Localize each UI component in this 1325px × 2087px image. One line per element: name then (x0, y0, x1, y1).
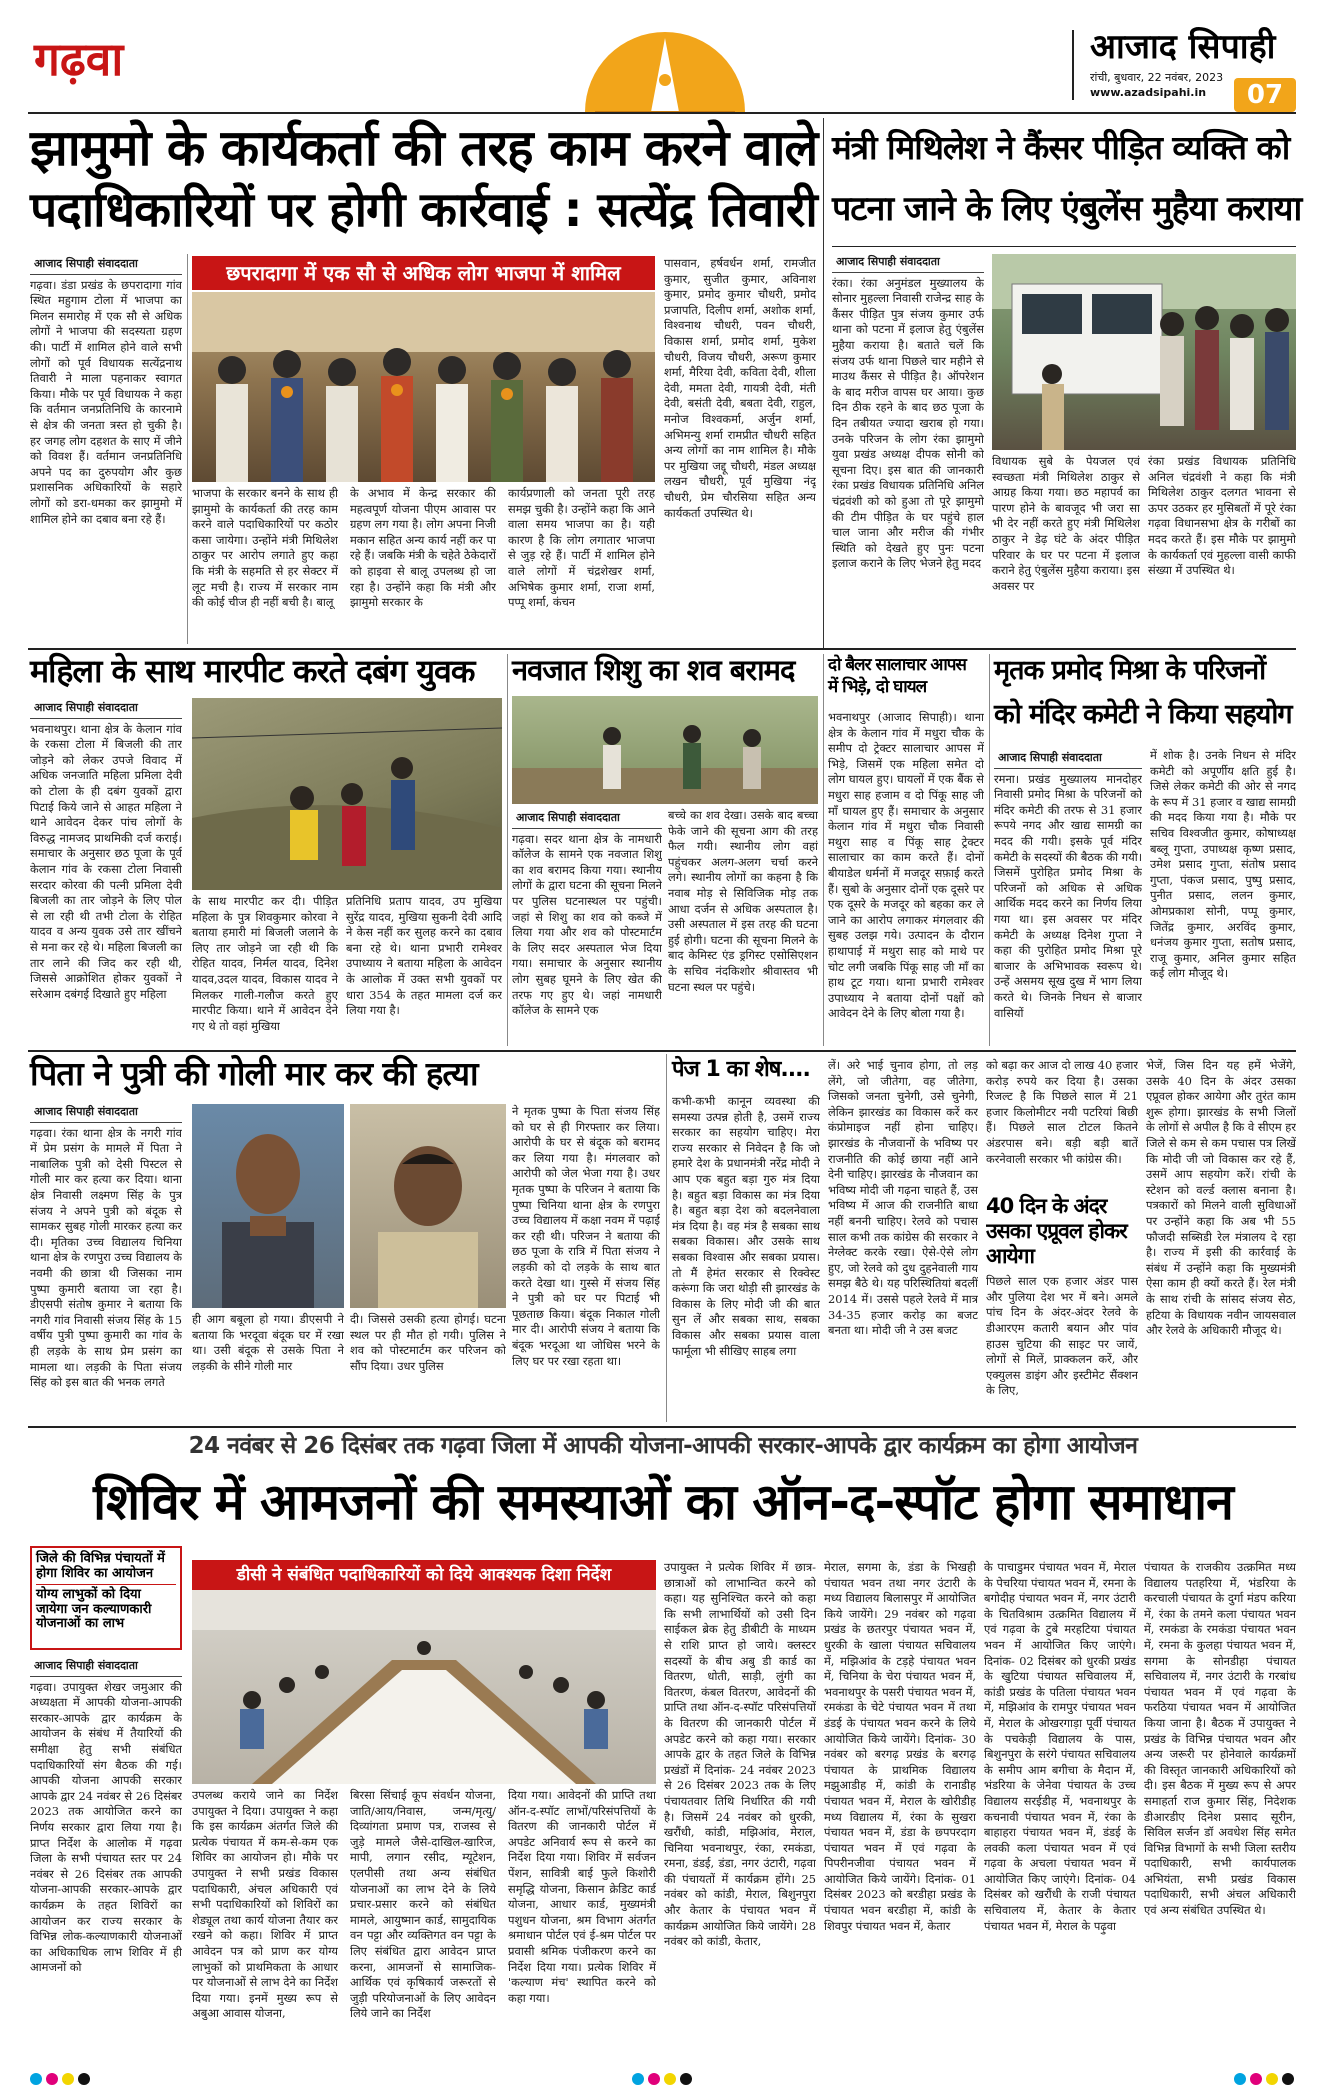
story9-col4: दिया गया। आवेदनों की प्राप्ति तथा ऑन-द-स्पॉट लाभों/परिसंपत्तियों के वितरण की जानकारी पोर्टल में अपडेट अनिवार्य रूप से करने का निर्देश दिया गया। शिविर में सर्वजन पेंशन, सावित्री बाई फुले किशोरी समृद्धि योजना, किसान क्रेडिट कार्ड योजना, आधार कार्ड, मुख्यमंत्री पशुधन योजना, श्रम विभाग अंतर्गत श्रमाधान पोर्टल एवं ई-श्रम पोर्टल पर प्रवासी श्रमिक पंजीकरण करने का निर्देश दिया गया। प्रत्येक शिविर में 'कल्याण मंच' स्थापित करने को कहा गया। (508, 1788, 656, 2005)
story7-photo-2 (350, 1104, 506, 1308)
story3-col1: आजाद सिपाही संवाददाता भवनाथपुर। थाना क्षेत्र के केलान गांव के रकसा टोला में बिजली की तार जोड़ने को लेकर उपजे विवाद में अधिक जनजाति महिला प्रमिला देवी को टोला के ही दबंग युवकों द्वारा पिटाई किये जाने से आहत महिला ने थाने आवेदन देकर पांच लोगों के विरुद्ध नामजद प्राथमिकी दर्ज कराई। समाचार के अनुसार छठ पूजा के पूर्व केलान गांव के रकसा टोला निवासी सरदार कोरवा की पत्नी प्रमिला देवी बिजली का तार जोड़ने के लिए पोल से ला रही थी तभी टोला के रोहित यादव व अन्य युवक उसे तार खींचने से मना कर रहे थे। महिला बिजली का तार लाने की जिद कर रही थी, जिससे आक्रोशित होकर युवकों ने सरेआम दबंगई दिखाते हुए महिला (30, 698, 182, 1046)
story9-callout (30, 1546, 182, 1650)
reg-dots-center (630, 2070, 694, 2084)
story8-col3-wrap (986, 1058, 1138, 1420)
story1-photo (192, 292, 655, 482)
story6-headline-1: मृतक प्रमोद मिश्रा के परिजनों (994, 655, 1266, 686)
story8-col1: कभी-कभी कानून व्यवस्था की समस्या उत्पन्न होती है, उसमें राज्य सरकार का सहयोग चाहिए। मेरा राज्य सरकार से निवेदन है कि जो हमारे देश के प्रधानमंत्री नरेंद्र मोदी ने आप एक बहुत बड़ा गुरु मंत्र दिया है। बहुत बड़ा विकास का मंत्र दिया है। बहुत बड़ा देश को बदलनेवाला मंत्र दिया है। वह मंत्र है सबका साथ सबका विकास। और उसके साथ सबका विश्वास और सबका प्रयास। तो मैं हेमंत सरकार से रिक्वेस्ट करूंगा कि जरा थोड़ी सी झारखंड के विकास के लिए मोदी जी की बात सुन लें और सबका साथ, सबका विकास और सबका प्रयास वाला फार्मूला भी सीखिए साहब लगा (672, 1094, 820, 1358)
story7-col2: ही आग बबूला हो गया। डीएसपी ने बताया कि भरदूवा बंदूक घर में रखा था। उसी बंदूक से उसके पिता ने लड़की के सीने गोली मार (192, 1312, 344, 1373)
brand-name: आजाद सिपाही (1090, 27, 1276, 67)
story5-headline-1: दो बैलर सालाचार आपस (828, 655, 966, 675)
story2-col2: विधायक सुबे के पेयजल एवं स्वच्छता मंत्री मिथिलेश ठाकुर से आग्रह किया गया। छठ महापर्व का पारण होने के बावजूद भी जरा सा भी देर नहीं करते हुए मंत्री मिथिलेश ठाकुर ने डेढ़ घंटे के अंदर पीड़ित परिवार के घर पर पटना में इलाज कराने हेतु एंबुलेंस मुहैया कराया। इस अवसर पर (992, 454, 1140, 593)
reg-dots-left (28, 2070, 92, 2084)
story4-col2: बच्चे का शव देखा। उसके बाद बच्चा फेके जाने की सूचना आग की तरह फैल गयी। स्थानीय लोग वहां पहुंचकर अलग-अलग चर्चा करने लगे। स्थानीय लोगों का कहना है कि नवाब मोड़ से सिविजिक मोड़ तक आधा दर्जन से अधिक अस्पताल है। उसी अस्पताल में इस तरह की घटना हुई होगी। घटना की सूचना मिलने के बाद केमिस्ट एंड ड्रगिस्ट एसोसिएशन के सचिव नंदकिशोर श्रीवास्तव भी घटना स्थल पर पहुंचे। (668, 808, 818, 994)
story1-headline-2: पदाधिकारियों पर होगी कार्रवाई : सत्येंद्र तिवारी (30, 182, 817, 238)
story8-col3b: पिछले साल एक हजार अंडर पास और पुलिया देश भर में बने। अमले पांच दिन के अंदर-अंदर रेलवे के डीआरएम कतारी बयान और पांव हाउस चुटिया की साइट पर जायें, लोगों से मिलें, प्राक्कलन करें, और एक्युलस डाइंग और इस्टीमेट सैंक्शन के लिए, (986, 1274, 1138, 1398)
story1-col4: कार्यप्रणाली को जनता पूरी तरह समझ चुकी है। उन्होंने कहा कि आने वाला समय भाजपा का है। यही कारण है कि लोग लगातार भाजपा से जुड़ रहे हैं। पार्टी में शामिल होने वाले लोगों में चंद्रशेखर शर्मा, अभिषेक कुमार शर्मा, राजा शर्मा, पप्पू शर्मा, कंचन (508, 486, 655, 610)
website: www.azadsipahi.in (1090, 86, 1207, 99)
story9-col7: के पाचाडुमर पंचायत भवन में, मेराल के पेचरिया पंचायत भवन में, रमना के बगोदीह पंचायत भवन में, नगर उंटारी के चितविश्राम उत्क्रमित विद्यालय में एवं गढ़वा के टुबे मरहटिया पंचायत भवन में आयोजित किए जाएंगे। दिनांक- 02 दिसंबर को धुरकी प्रखंड के खुटिया पंचायत सचिवालय में, कांडी प्रखंड के पतिला पंचायत भवन में, मझिआंव के रामपुर पंचायत भवन में, मेराल के ओखरगाड़ा पूर्वी पंचायत के पचकेड़ी विद्यालय के पास, बिशुनपुरा के सरंगे पंचायत सचिवालय के समीप आम बगीचा के मैदान में, भंडरिया के जेनेवा पंचायत के उच्च विद्यालय सरईडीह में, भवनाथपुर के कचनावी पंचायत भवन में, रंका के बाहाहरा पंचायत भवन में, डंडई के लवकी कला पंचायत भवन में एवं गढ़वा के अचला पंचायत भवन में आयोजित किए जाएंगे। दिनांक- 04 दिसंबर को खरौंधी के राजी पंचायत सचिवालय में, केतार के केतार पंचायत भवन में, मेराल के पढ़ुवा (984, 1560, 1136, 1933)
section-title: गढ़वा (34, 32, 124, 86)
story9-col5: उपायुक्त ने प्रत्येक शिविर में छात्र-छात्राओं को लाभान्वित करने को कहा। यह सुनिश्चित करने को कहा कि सभी लाभार्थियों को उसी दिन साईकल ब्रेक हेतु डीबीटी के माध्यम से राशि प्राप्त हो जाये। क्लस्टर सदस्यों के बीच अबु डी कार्ड का वितरण, धोती, साड़ी, लुंगी का वितरण, कंबल वितरण, आवेदनों की प्राप्ति तथा ऑन-द-स्पॉट परिसंपत्तियों के वितरण की जानकारी पोर्टल में अपडेट करने को कहा गया। सरकार आपके द्वार के तहत जिले के विभिन्न प्रखंडों में दिनांक- 24 नवंबर 2023 से 26 दिसंबर 2023 तक के लिए पंचायतवार तिथि निर्धारित की गयी है। जिसमें 24 नवंबर को धुरकी, खरौंधी, कांडी, मझिआंव, मेराल, चिनिया भवनाथपुर, रंका, रमकंडा, रमना, डंडई, डंडा, नगर उंटारी, गढ़वा की पंचायतों में कार्यक्रम होंगे। 25 नवंबर को कांडी, मेराल, बिशुनपुरा और केतार के पंचायत भवन में कार्यक्रम आयोजित किये जायेंगे। 28 नवंबर को कांडी, केतार, (664, 1560, 816, 1949)
story3-headline: महिला के साथ मारपीट करते दबंग युवक (30, 652, 475, 690)
story4-photo (512, 696, 818, 804)
story1-col3: के अभाव में केन्द्र सरकार की महत्वपूर्ण योजना पीएम आवास पर ग्रहण लग गया है। लोग अपना निजी मकान सहित अन्य कार्य नहीं कर पा रहे हैं। जबकि मंत्री के चहेते ठेकेदारों को हाइवा से बालू उपलब्ध हो जा रहा है। उन्होंने कहा कि मंत्री और झामुमो सरकार के (350, 486, 496, 610)
story8-headline: पेज 1 का शेष.... (672, 1057, 810, 1082)
banner-headline: शिविर में आमजनों की समस्याओं का ऑन-द-स्पॉट होगा समाधान (93, 1473, 1233, 1531)
story8-col4: भेजें, जिस दिन यह हमें भेजेंगे, उसके 40 दिन के अंदर उसका एप्रूवल होकर आयेगा और तुरंत काम शुरू होगा। झारखंड के सभी जिलों के लोगों से अपील है कि वे सीएम हर जिले से कम से कम पचास पत्र लिखें कि मोदी जी जो विकास कर रहे हैं, उसमें आप सहयोग करें। रांची के स्टेशन को वर्ल्ड क्लास बनाना है। पत्रकारों को मिलने वाली सुविधाओं पर उन्होंने कहा कि अब भी 55 फौजदी सब्सिडी रेल मंत्रालय दे रहा है। राज्य में इसी की कार्रवाई के संबंध में उन्होंने कहा कि मुख्यमंत्री ऐसा काम ही क्यों करते हैं। रेल मंत्री के साथ रांची के सांसद संजय सेठ, हटिया के विधायक नवीन जायसवाल और रेलवे के अधिकारी मौजूद थे। (1146, 1058, 1296, 1338)
story2-col3: रंका प्रखंड विधायक प्रतिनिधि अनिल चंद्रवंशी ने कहा कि मंत्री मिथिलेश ठाकुर दलगत भावना से ऊपर उठकर हर मुसिबतों में पूरे रंका गढ़वा विधानसभा क्षेत्र के गरीबों का मदद करते हैं। इस मौके पर झामुमो के कार्यकर्ता एवं मुहल्ला वासी काफी संख्या में उपस्थित थे। (1148, 454, 1296, 578)
story7-col3: दी। जिससे उसकी हत्या होगई। घटना स्थल पर ही मौत हो गयी। पुलिस ने शव को पोस्टमार्टम कर परिजन को सौंप दिया। उधर पुलिस (350, 1312, 506, 1373)
story6-headline-2: को मंदिर कमेटी ने किया सहयोग (994, 699, 1292, 730)
story3-photo (192, 698, 502, 890)
story2-col1: आजाद सिपाही संवाददाता रंका। रंका अनुमंडल मुख्यालय के सोनार मुहल्ला निवासी राजेन्द्र साह के कैंसर पीड़ित पुत्र संजय कुमार उर्फ थाना को पटना में इलाज हेतु एंबुलेंस मुहैया कराया है। बताते चलें कि संजय उर्फ थाना पिछले चार महीने से माउथ कैंसर से पीड़ित है। ऑपरेशन के बाद मरीज वापस घर आया। कुछ दिन ठीक रहने के बाद छठ पूजा के दिन तबीयत ज्यादा खराब हो गया। उनके परिजन के लोग रंका झामुमो युवा प्रखंड अध्यक्ष दीपक सोनी को सूचना दिए। इस बात की जानकारी रंका प्रखंड विधायक प्रतिनिधि अनिल चंद्रवंशी को को हुआ तो पूरे झामुमो की टीम पीड़ित के घर पहुंचे हाल चाल जाना और मरीज की गंभीर स्थिति को देखते हुए पुनः पटना इलाज कराने के लिए भेजने हेतु मदद (832, 252, 984, 642)
story8-col3: को बढ़ा कर आज दो लाख 40 हजार करोड़ रुपये कर दिया है। उसका रिजल्ट है कि पिछले साल में 21 हजार किलोमीटर नयी पटरियां बिछी हैं। पिछले साल टोटल कितने अंडरपास बने। बड़ी बड़ी बातें करनेवाली सरकार भी कांग्रेस की। (986, 1058, 1138, 1166)
story1-byline: आजाद सिपाही संवाददाता (30, 254, 182, 275)
story1-col1: आजाद सिपाही संवाददाता गढ़वा। डंडा प्रखंड के छपरादागा गांव स्थित महुगाम टोला में भाजपा का मिलन समारोह में एक सौ से अधिक लोगों ने भाजपा की सदस्यता ग्रहण की। पार्टी में शामिल होने वाले सभी लोगों को पूर्व विधायक सत्येंद्रनाथ तिवारी ने माला पहनाकर स्वागत किया। मौके पर पूर्व विधायक ने कहा कि वर्तमान जनप्रतिनिधि के कारनामे से क्षेत्र की जनता त्रस्त हो चुकी है। हर जगह लोग दहशत के साए में जीने को विवश हैं। वर्तमान जनप्रतिनिधि अपने पद का दुरुपयोग और कुछ प्रशासनिक अधिकारियों के सहारे लोगों को डरा-धमका कर झामुमो में शामिल होने का दबाव बना रहे हैं। (30, 254, 182, 642)
story1-photo-caption: छपरादागा में एक सौ से अधिक लोग भाजपा में शामिल (192, 256, 655, 290)
story1-headline-1: झामुमो के कार्यकर्ता की तरह काम करने वाले (30, 119, 818, 177)
story8-subhead: 40 दिन के अंदर उसका एप्रूवल होकर आयेगा (986, 1194, 1127, 1268)
story6-byline: आजाद सिपाही संवाददाता (994, 748, 1142, 769)
story5-headline-2: में भिड़े, दो घायल (828, 677, 927, 697)
masthead (0, 0, 1325, 112)
story1-col2: भाजपा के सरकार बनने के साथ ही झामुमो के कार्यकर्ता की तरह काम करने वाले पदाधिकारियों पर कठोर कसा जायेगा। उन्होंने मंत्री मिथिलेश ठाकुर पर आरोप लगाते हुए कहा कि मंत्री के सहमति से हर सेक्टर में लूट मची है। राज्य में सरकार नाम की कोई चीज ही नहीं बची है। बालू (192, 486, 338, 610)
banner-subtitle: 24 नवंबर से 26 दिसंबर तक गढ़वा जिला में आपकी योजना-आपकी सरकार-आपके द्वार कार्यक्रम का होगा आयोजन (188, 1433, 1138, 1459)
story2-photo-ambulance (992, 254, 1296, 450)
story6-col1: आजाद सिपाही संवाददाता रमना। प्रखंड मुख्यालय मानदोहर निवासी प्रमोद मिश्रा के परिजनों को मंदिर कमेटी की तरफ से 31 हजार रूपये नगद और खाद्य सामग्री का मदद की गयी। इसके पूर्व मंदिर कमेटी के सदस्यों की बैठक की गयी। जिसमें पुरोहित प्रमोद मिश्रा के परिजनों को अधिक से अधिक आर्थिक मदद करने का निर्णय लिया गया था। इस अवसर पर मंदिर कमेटी के अध्यक्ष दिनेश गुप्ता ने कहा की पुरोहित प्रमोद मिश्रा पूरे बाजार के अभिभावक स्वरूप थे। उन्हें असमय सूख दुख में भाग लिया करते थे। जिनके निधन से बाजार वासियों (994, 748, 1142, 1046)
story3-col3: प्रतिनिधि प्रताप यादव, उप मुखिया सुरेंद्र यादव, मुखिया सुकनी देवी आदि ने केस नहीं कर सुलह करने का दबाव बना रहे थे। थाना प्रभारी रामेश्वर उपाध्याय ने बताया महिला के आवेदन के आलोक में उक्त सभी युवकों पर धारा 354 के तहत मामला दर्ज कर लिया गया है। (346, 894, 502, 1018)
story7-photo-1 (192, 1104, 344, 1308)
story9-col3: बिरसा सिंचाई कूप संवर्धन योजना, जाति/आय/निवास, जन्म/मृत्यु/दिव्यांगता प्रमाण पत्र, राजस्व से जुड़े मामले जैसे-दाखिल-खारिज, मापी, लगान रसीद, म्यूटेशन, एलपीसी तथा अन्य संबंधित योजनाओं का लाभ देने के लिये प्रचार-प्रसार करने को संबंधित मामले, आयुष्मान कार्ड, सामुदायिक वन पट्टा और व्यक्तिगत वन पट्टा के लिए संबंधित द्वारा आवेदन प्राप्त करना, आमजनों से सामाजिक-आर्थिक एवं कृषिकार्य जरूरतों से जुड़ी परियोजनाओं के लिए आवेदन लिये जाने का निर्देश (350, 1788, 496, 2021)
story7-headline: पिता ने पुत्री की गोली मार कर की हत्या (30, 1054, 478, 1093)
story7-col4: ने मृतक पुष्पा के पिता संजय सिंह को घर से ही गिरफ्तार कर लिया। आरोपी के घर से बंदूक को बरामद कर लिया गया है। मंगलवार को आरोपी को जेल भेजा गया है। उधर मृतक पुष्पा के परिजन ने बताया कि पुष्पा चिनिया थाना क्षेत्र के रणपुरा उच्च विद्यालय में कक्षा नवम में पढ़ाई कर रही थी। परिजन ने बताया की छठ पूजा के रात्रि में पिता संजय ने लड़की को दो लड़के के साथ बात करते देखा था। गुस्से में संजय सिंह ने पुत्री को घर पर पिटाई भी पूछताछ किया। बंदूक निकाल गोली मार दी। आरोपी संजय ने बताया कि बंदूक भरदूआ था जोधिस भरने के लिए घर पर रखा रहता था। (512, 1104, 660, 1368)
story4-headline: नवजात शिशु का शव बरामद (512, 653, 795, 687)
story9-col1: आजाद सिपाही संवाददाता गढ़वा। उपायुक्त शेखर जमुआर की अध्यक्षता में आपकी योजना-आपकी सरकार-आपके द्वार कार्यक्रम के आयोजन के संबंध में तैयारियों की समीक्षा हेतु सभी संबंधित पदाधिकारियों संग बैठक की गई। आपकी योजना आपकी सरकार आपके द्वार 24 नवंबर से 26 दिसंबर 2023 तक आयोजित करने का निर्णय सरकार द्वारा लिया गया है। प्राप्त निर्देश के आलोक में गढ़वा जिला के सभी पंचायत स्तर पर 24 नवंबर से 26 दिसंबर तक आपकी योजना-आपकी सरकार-आपके द्वार कार्यक्रम के तहत शिविरों का आयोजन कर राज्य सरकार के विभिन्न लोक-कल्याणकारी योजनाओं का अधिकाधिक लाभ शिविर में ही आमजनों को (30, 1656, 182, 2066)
page-number: 07 (1234, 78, 1296, 112)
story9-callout-1: जिले की विभिन्न पंचायतों में होगा शिविर का आयोजन (36, 1552, 176, 1585)
story9-byline: आजाद सिपाही संवाददाता (30, 1656, 182, 1677)
sun-emblem-icon (575, 20, 755, 112)
story2-headline-1: मंत्री मिथिलेश ने कैंसर पीड़ित व्यक्ति को (832, 128, 1290, 167)
story3-col2: के साथ मारपीट कर दी। पीड़ित महिला के पुत्र शिवकुमार कोरवा ने बताया हमारी मां बिजली जलाने के लिए तार जोड़ने जा रही थी कि रोहित यादव, निर्मल यादव, दिनेश यादव,उदल यादव, विकास यादव ने मिलकर गाली-गलौज करते हुए मारपीट किया। थाने में आवेदन देने गए थे तो वहां मुखिया (192, 894, 338, 1033)
story9-photo-caption: डीसी ने संबंधित पदाधिकारियों को दिये आवश्यक दिशा निर्देश (192, 1560, 656, 1590)
registration-marks (28, 2070, 1296, 2084)
story8-col2: लें। अरे भाई चुनाव होगा, तो लड़ लेंगे, जो जीतेगा, वह जीतेगा, जिसको जनता चुनेगी, उसे चुनेगी, लेकिन झारखंड का विकास करें कर कंप्रोमाइज नहीं होना चाहिए। झारखंड के नौजवानों के भविष्य पर राजनीति की कोई छाया नहीं आने देनी चाहिए। झारखंड के नौजवान का भविष्य मोदी जी गढ़ना चाहते हैं, उस भविष्य में आज की राजनीति बाधा नहीं बननी चाहिए। रेलवे को पचास साल कभी तक कांग्रेस की सरकार ने नेग्लेक्ट करके रखा। ऐसे-ऐसे लोग हुए, जो रेलवे को दुध दुहनेवाली गाय समझ बैठे थे। यह परिस्थितियां बदलीं 2014 में। उससे पहले रेलवे में मात्र 34-35 हजार करोड़ का बजट बनता था। मोदी जी ने उस बजट (828, 1058, 978, 1338)
story4-col1: आजाद सिपाही संवाददाता गढ़वा। सदर थाना क्षेत्र के नामधारी कॉलेज के सामने एक नवजात शिशु का शव बरामद किया गया। स्थानीय लोगों के द्वारा घटना की सूचना मिलने पर पुलिस घटनास्थल पर पहुंची। जहां से शिशु का शव को कब्जे में लिया गया और शव को पोस्टमार्टम के लिए सदर अस्पताल भेज दिया गया। समाचार के अनुसार स्थानीय लोग सुबह घूमने के लिए खेत की तरफ गए हुए थे। जहां नामधारी कॉलेज के सामने एक (512, 808, 662, 1046)
story7-byline: आजाद सिपाही संवाददाता (30, 1102, 182, 1123)
story5-col1: भवनाथपुर (आजाद सिपाही)। थाना क्षेत्र के केलान गांव में मधुरा चौक के समीप दो ट्रेक्टर सालाचार आपस में भिड़े, जिसमें एक महिला समेत दो लोग घायल हुए। घायलों में एक बैंक से मधुरा साह हजाम व दो पिंकू साह जी माँ घायल हुए हैं। समाचार के अनुसार केलान गांव में मधुरा चौक निवासी मथुरा साह व पिंकू साह ट्रेक्टर सालाचार का काम करते हैं। दोनों बीयाडेल धर्मनों में मजदूर सफ़ाई करते हैं। सुबो के अनुसार दोनों एक दूसरे पर एक दूसरे के मजदूर को बहका कर ले जाने का आरोप लगाकर मंगलवार की सुबह उलझ गये। उत्पादन के दौरान हाथापाई में मथुरा साह को माथे पर चोट लगी जबकि पिंकू साह जी माँ का हाथ टूट गया। थाना प्रभारी रामेश्वर उपाध्याय ने बताया दोनों पक्षों को आवेदन देने के लिए बोला गया है। (828, 710, 984, 1021)
story7-col1: आजाद सिपाही संवाददाता गढ़वा। रंका थाना क्षेत्र के नगरी गांव में प्रेम प्रसंग के मामले में पिता ने नाबालिक पुत्री को देसी पिस्टल से गोली मार कर हत्या कर दिया। थाना क्षेत्र निवासी लक्ष्मण सिंह के पुत्र संजय ने अपने पुत्री को बंदूक से सामकर सुबह गोली मारकर हत्या कर दी। मृतिका उच्च विद्यालय चिनिया थाना क्षेत्र के रणपुरा उच्च विद्यालय के नवमी की छात्रा थी जिसका नाम पुष्पा कुमारी बताया जा रहा है। डीएसपी संतोष कुमार ने बताया कि नगरी गांव निवासी संजय सिंह के 15 वर्षीय पुत्री पुष्पा कुमारी का गांव के ही लड़के के साथ प्रेम प्रसंग का मामला था। लड़की के पिता संजय सिंह को इस बात की भनक लगते (30, 1102, 182, 1420)
reg-dots-right (1232, 2070, 1296, 2084)
story1-col5: पासवान, हर्षवर्धन शर्मा, रामजीत कुमार, सुजीत कुमार, अविनाश कुमार, प्रमोद कुमार चौधरी, प्रमोद प्रजापति, दिलीप शर्मा, अशोक शर्मा, विश्वनाथ चौधरी, पवन चौधरी, विकास शर्मा, प्रमोद शर्मा, मुकेश चौधरी, विजय चौधरी, अरूण कुमार शर्मा, मैरिया देवी, कविता देवी, शीला देवी, ममता देवी, गायत्री देवी, मंती देवी, बसंती देवी, बबता देवी, राहुल, मनोज विश्वकर्मा, अर्जुन शर्मा, अभिमन्यु शर्मा रामप्रीत चौधरी सहित अन्य लोगों का नाम शामिल है। मौके पर मुखिया जद्दू चौधरी, मंडल अध्यक्ष लखन चौधरी, पूर्व मुखिया नंदू चौधरी, प्रेम चौरसिया सहित अन्य कार्यकर्ता उपस्थित थे। (664, 256, 816, 520)
story9-col2: उपलब्ध कराये जाने का निर्देश उपायुक्त ने दिया। उपायुक्त ने कहा कि इस कार्यक्रम अंतर्गत जिले की प्रत्येक पंचायत में कम-से-कम एक शिविर का आयोजन हो। मौके पर उपायुक्त ने सभी प्रखंड विकास पदाधिकारी, अंचल अधिकारी एवं सभी पदाधिकारियों को शिविरों का शेड्यूल तथा कार्य योजना तैयार कर रखने को कहा। शिविर में प्राप्त आवेदन पत्र को प्राण कर योग्य लाभुकों को प्राथमिकता के आधार पर योजनाओं से लाभ देने का निर्देश दिया गया। इनमें मुख्य रूप से अबुआ आवास योजना, (192, 1788, 338, 2021)
story2-byline: आजाद सिपाही संवाददाता (832, 252, 984, 273)
story4-byline: आजाद सिपाही संवाददाता (512, 808, 662, 829)
story3-byline: आजाद सिपाही संवाददाता (30, 698, 182, 719)
story2-headline-2: पटना जाने के लिए एंबुलेंस मुहैया कराया (832, 189, 1302, 229)
story6-col2: में शोक है। उनके निधन से मंदिर कमेटी को अपूर्णीय क्षति हुई है। जिसे लेकर कमेटी की ओर से नगद के रूप में 31 हजार व खाद्य सामग्री की मदद किया गया है। मौके पर सचिव विश्वजीत कुमार, कोषाध्यक्ष बब्लू गुप्ता, उपाध्यक्ष कृष्ण प्रसाद, उमेश प्रसाद गुप्ता, संतोष प्रसाद गुप्ता, पंकज प्रसाद, पुष्पु प्रसाद, पुनीत प्रसाद, ललन कुमार, ओमप्रकाश सोनी, पप्पू कुमार, जितेंद्र कुमार, अरविंद कुमार, धनंजय कुमार गुप्ता, सतोष प्रसाद, राजू कुमार, अनिल कुमार सहित कई लोग मौजूद थे। (1150, 748, 1296, 981)
story9-col6: मेराल, सगमा के, डंडा के भिखही पंचायत भवन तथा नगर उंटारी के मध्य विद्यालय बिलासपुर में आयोजित किये जायेंगे। 29 नवंबर को गढ़वा प्रखंड के छतरपुर पंचायत भवन में, धुरकी के खाला पंचायत सचिवालय में, मझिआंव के टड़हे पंचायत भवन में, चिनिया के चेरा पंचायत भवन में, भवनाथपुर के पसरी पंचायत भवन में, रमकंडा के चेटे पंचायत भवन में तथा डंडई के पंचायत भवन करने के लिये आयोजित किये जायेंगे। दिनांक- 30 नवंबर को बरगढ़ प्रखंड के बरगढ़ पंचायत के प्राथमिक विद्यालय मझुआडीह में, कांडी के रानाडीह पंचायत भवन में, मेराल के खोरीडीह मध्य विद्यालय में, रंका के सुखरा पंचायत भवन में, डंडा के छ्पपरदाग पंचायत भवन में एवं गढ़वा के पिपरीनजीवा पंचायत भवन में आयोजित किये जायेंगे। दिनांक- 01 दिसंबर 2023 को बरडीहा प्रखंड के पंचायत भवन बरडीहा में, कांडी के शिवपुर पंचायत भवन में, केतार (824, 1560, 976, 1933)
story9-photo-meeting (192, 1590, 656, 1784)
dateline: रांची, बुधवार, 22 नवंबर, 2023 (1090, 71, 1224, 84)
story9-col8: पंचायत के राजकीय उत्क्रमित मध्य विद्यालय पतहरिया में, भंडरिया के करचाली पंचायत के दुर्गा मंडप करिया में, रंका के तमने कला पंचायत भवन में, रमकंडा के रमकंडा पंचायत भवन में, रमना के कुलहा पंचायत भवन में, सगमा के सोनडीहा पंचायत सचिवालय में, नगर उंटारी के गरबांध पंचायत भवन में एवं गढ़वा के फरठिया पंचायत भवन में आयोजित किया जाना है। बैठक में उपायुक्त ने प्रखंड के विभिन्न पंचायत भवन और अन्य जरूरी पर होनेवाले कार्यक्रमों की विस्तृत जानकारी अधिकारियों को दी। इस बैठक में मुख्य रूप से अपर समाहर्ता राज कुमार सिंह, निदेशक डीआरडीए दिनेश प्रसाद सूरीन, सिविल सर्जन डॉ अवधेश सिंह समेत विभिन्न विभागों के सभी जिला स्तरीय पदाधिकारी, सभी कार्यपालक अभियंता, सभी प्रखंड विकास पदाधिकारी, सभी अंचल अधिकारी एवं अन्य संबंधित उपस्थित थे। (1144, 1560, 1296, 1918)
story9-callout-2: योग्य लाभुकों को दिया जायेगा जन कल्याणकारी योजनाओं का लाभ (36, 1587, 152, 1632)
